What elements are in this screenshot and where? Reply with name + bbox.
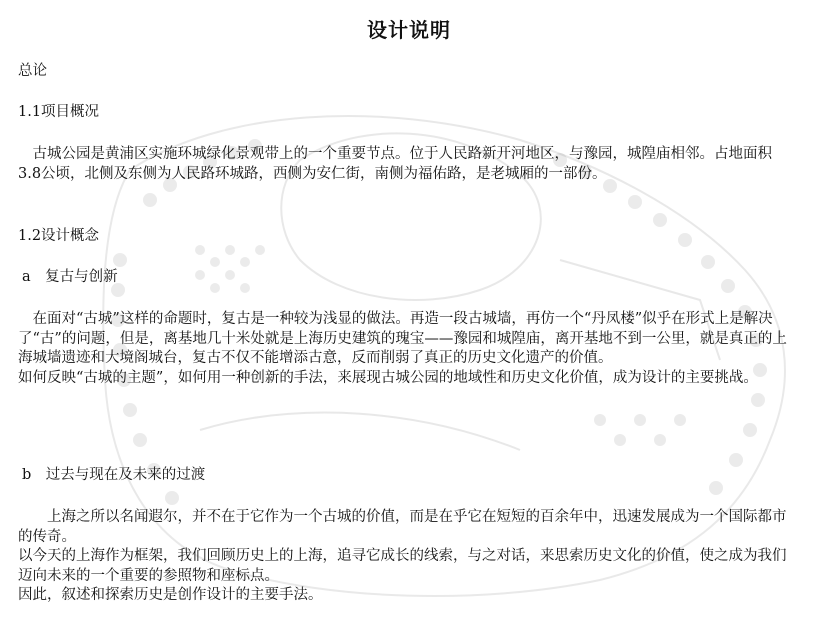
- paragraph-b-1: 上海之所以名闻遐尔，并不在于它作为一个古城的价值，而是在乎它在短短的百余年中，迅速发展成为一个国际都市的传奇。: [18, 509, 787, 545]
- paragraph-a-1: 在面对“古城”这样的命题时，复古是一种较为浅显的做法。再造一段古城墙，再仿一个“丹凤楼”似乎在形式上是解决了“古”的问题，但是，离基地几十米处就是上海历史建筑的瑰宝——豫园和城隍庙，离开基地不到一公里，就是真正的上海城墙遗迹和大境阁城台，复古不仅不能增添古意，反而削弱了真正的历史文化遗产的价值。: [18, 311, 787, 366]
- paragraph-b: [18, 508, 793, 606]
- paragraph-a: [18, 310, 793, 388]
- project-text: 古城公园是黄浦区实施环城绿化景观带上的一个重要节点。位于人民路新开河地区，与豫园，城隍庙相邻。占地面积3.8公顷，北侧及东侧为人民路环城路，西侧为安仁街，南侧为福佑路，是老城厢的一部份。: [18, 146, 772, 182]
- heading-b: b 过去与现在及未来的过渡: [22, 467, 206, 483]
- paragraph-b-3: 因此，叙述和探索历史是创作设计的主要手法。: [18, 587, 323, 603]
- paragraph-a-2: 如何反映“古城的主题”，如何用一种创新的手法，来展现古城公园的地域性和历史文化价值，成为设计的主要挑战。: [18, 369, 758, 386]
- document-title: 设计说明: [367, 18, 451, 42]
- paragraph-b-2: 以今天的上海作为框架，我们回顾历史上的上海，追寻它成长的线索，与之对话，来思索历史文化的价值，使之成为我们迈向未来的一个重要的参照物和座标点。: [18, 548, 787, 584]
- heading-project-overview: 1.1项目概况: [18, 104, 100, 120]
- heading-a: a 复古与创新: [22, 269, 118, 285]
- heading-overview: 总论: [18, 63, 47, 79]
- paragraph-project: [18, 145, 793, 184]
- heading-design-concept: 1.2设计概念: [18, 228, 100, 244]
